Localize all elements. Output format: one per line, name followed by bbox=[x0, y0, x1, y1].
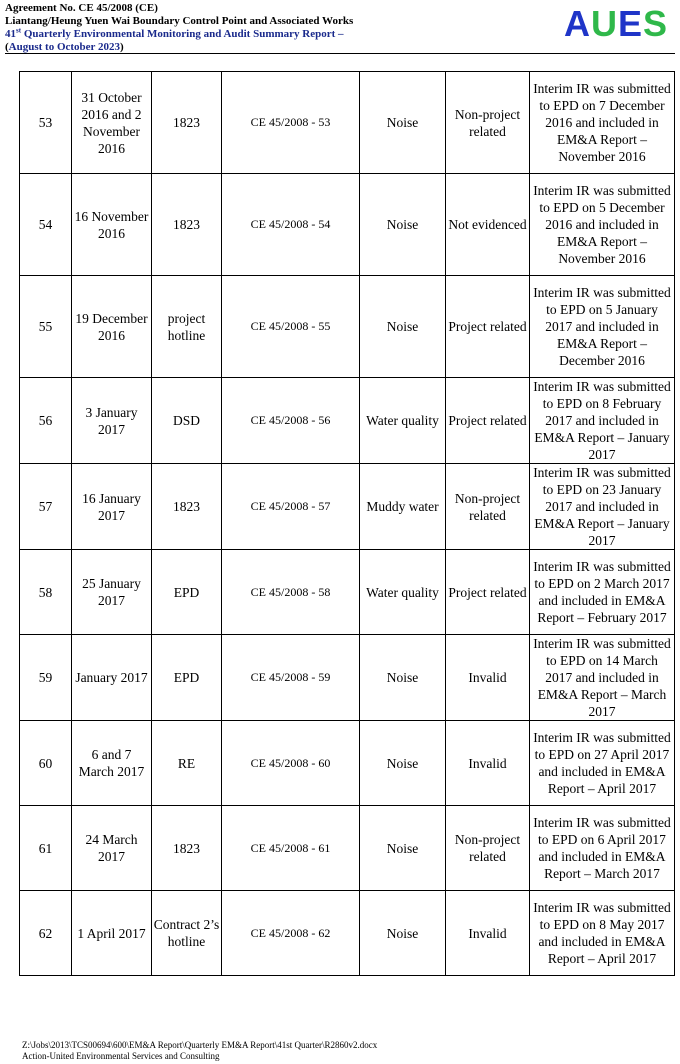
nature-cell: Noise bbox=[360, 891, 446, 976]
log-no-cell: 60 bbox=[20, 721, 72, 806]
status-cell: Not evidenced bbox=[446, 174, 530, 276]
reference-cell: CE 45/2008 - 53 bbox=[222, 72, 360, 174]
date-cell: 1 April 2017 bbox=[72, 891, 152, 976]
page-footer bbox=[22, 1040, 377, 1062]
status-cell: Project related bbox=[446, 276, 530, 378]
file-path: Z:\Jobs\2013\TCS00694\600\EM&A Report\Quarterly EM&A Report\41st Quarter\R2860v2.docx bbox=[22, 1040, 378, 1050]
reference-cell: CE 45/2008 - 54 bbox=[222, 174, 360, 276]
nature-cell: Water quality bbox=[360, 378, 446, 464]
status-cell: Project related bbox=[446, 378, 530, 464]
date-cell: 6 and 7 March 2017 bbox=[72, 721, 152, 806]
header-rule bbox=[5, 53, 675, 54]
source-cell: EPD bbox=[152, 550, 222, 635]
logo-letter-a: A bbox=[563, 3, 591, 44]
source-cell: 1823 bbox=[152, 72, 222, 174]
table-row bbox=[20, 721, 675, 806]
status-cell: Project related bbox=[446, 550, 530, 635]
table-row bbox=[20, 635, 675, 721]
date-cell: 16 November 2016 bbox=[72, 174, 152, 276]
status-cell: Non-project related bbox=[446, 464, 530, 550]
reference-cell: CE 45/2008 - 56 bbox=[222, 378, 360, 464]
project-line: Liantang/Heung Yuen Wai Boundary Control Point and Associated Works bbox=[5, 15, 354, 27]
log-no-cell: 56 bbox=[20, 378, 72, 464]
log-no-cell: 57 bbox=[20, 464, 72, 550]
nature-cell: Water quality bbox=[360, 550, 446, 635]
table-row bbox=[20, 174, 675, 276]
status-cell: Non-project related bbox=[446, 806, 530, 891]
status-cell: Invalid bbox=[446, 635, 530, 721]
nature-cell: Noise bbox=[360, 276, 446, 378]
status-cell: Invalid bbox=[446, 721, 530, 806]
report-period: August to October 2023 bbox=[8, 41, 120, 53]
reference-cell: CE 45/2008 - 60 bbox=[222, 721, 360, 806]
nature-cell: Noise bbox=[360, 174, 446, 276]
nature-cell: Noise bbox=[360, 72, 446, 174]
source-cell: 1823 bbox=[152, 806, 222, 891]
reference-cell: CE 45/2008 - 59 bbox=[222, 635, 360, 721]
nature-cell: Noise bbox=[360, 806, 446, 891]
date-cell: 24 March 2017 bbox=[72, 806, 152, 891]
remark-cell: Interim IR was submitted to EPD on 5 January 2017 and included in EM&A Report – December 2016 bbox=[530, 276, 675, 378]
remark-cell: Interim IR was submitted to EPD on 23 January 2017 and included in EM&A Report – January 2017 bbox=[530, 464, 675, 550]
reference-cell: CE 45/2008 - 61 bbox=[222, 806, 360, 891]
date-cell: 19 December 2016 bbox=[72, 276, 152, 378]
report-number: 41 bbox=[5, 28, 16, 40]
remark-cell: Interim IR was submitted to EPD on 7 December 2016 and included in EM&A Report – November 2016 bbox=[530, 72, 675, 174]
source-cell: 1823 bbox=[152, 464, 222, 550]
source-cell: project hotline bbox=[152, 276, 222, 378]
table-row bbox=[20, 550, 675, 635]
table-row bbox=[20, 378, 675, 464]
page-header bbox=[5, 2, 675, 56]
remark-cell: Interim IR was submitted to EPD on 27 April 2017 and included in EM&A Report – April 2017 bbox=[530, 721, 675, 806]
report-number-suffix: st bbox=[16, 26, 22, 35]
company-name: Action-United Environmental Services and Consulting bbox=[22, 1051, 220, 1061]
reference-cell: CE 45/2008 - 58 bbox=[222, 550, 360, 635]
date-cell: 25 January 2017 bbox=[72, 550, 152, 635]
source-cell: EPD bbox=[152, 635, 222, 721]
complaint-log-table bbox=[19, 71, 675, 976]
logo-letter-u: U bbox=[590, 3, 618, 44]
reference-cell: CE 45/2008 - 55 bbox=[222, 276, 360, 378]
reference-cell: CE 45/2008 - 57 bbox=[222, 464, 360, 550]
reference-cell: CE 45/2008 - 62 bbox=[222, 891, 360, 976]
source-cell: DSD bbox=[152, 378, 222, 464]
date-cell: 31 October 2016 and 2 November 2016 bbox=[72, 72, 152, 174]
log-no-cell: 58 bbox=[20, 550, 72, 635]
log-no-cell: 62 bbox=[20, 891, 72, 976]
source-cell: RE bbox=[152, 721, 222, 806]
period-close-paren: ) bbox=[120, 41, 124, 53]
nature-cell: Noise bbox=[360, 721, 446, 806]
log-no-cell: 55 bbox=[20, 276, 72, 378]
agreement-line: Agreement No. CE 45/2008 (CE) bbox=[5, 2, 158, 14]
remark-cell: Interim IR was submitted to EPD on 8 May 2017 and included in EM&A Report – April 2017 bbox=[530, 891, 675, 976]
log-no-cell: 54 bbox=[20, 174, 72, 276]
remark-cell: Interim IR was submitted to EPD on 2 March 2017 and included in EM&A Report – February 2017 bbox=[530, 550, 675, 635]
table-row bbox=[20, 276, 675, 378]
date-cell: January 2017 bbox=[72, 635, 152, 721]
log-no-cell: 61 bbox=[20, 806, 72, 891]
remark-cell: Interim IR was submitted to EPD on 14 March 2017 and included in EM&A Report – March 2017 bbox=[530, 635, 675, 721]
source-cell: 1823 bbox=[152, 174, 222, 276]
date-cell: 16 January 2017 bbox=[72, 464, 152, 550]
table-row bbox=[20, 891, 675, 976]
report-title: Quarterly Environmental Monitoring and Audit Summary Report – bbox=[21, 28, 344, 40]
status-cell: Invalid bbox=[446, 891, 530, 976]
source-cell: Contract 2’s hotline bbox=[152, 891, 222, 976]
log-no-cell: 59 bbox=[20, 635, 72, 721]
table-row bbox=[20, 806, 675, 891]
nature-cell: Muddy water bbox=[360, 464, 446, 550]
remark-cell: Interim IR was submitted to EPD on 8 February 2017 and included in EM&A Report – January 2017 bbox=[530, 378, 675, 464]
logo-letter-s: S bbox=[642, 3, 668, 44]
nature-cell: Noise bbox=[360, 635, 446, 721]
status-cell: Non-project related bbox=[446, 72, 530, 174]
period-open-paren: ( bbox=[5, 41, 9, 53]
table-row bbox=[20, 72, 675, 174]
remark-cell: Interim IR was submitted to EPD on 6 April 2017 and included in EM&A Report – March 2017 bbox=[530, 806, 675, 891]
date-cell: 3 January 2017 bbox=[72, 378, 152, 464]
log-no-cell: 53 bbox=[20, 72, 72, 174]
logo-letter-e: E bbox=[617, 3, 643, 44]
aues-logo bbox=[564, 4, 668, 44]
table-row bbox=[20, 464, 675, 550]
remark-cell: Interim IR was submitted to EPD on 5 December 2016 and included in EM&A Report – November 2016 bbox=[530, 174, 675, 276]
